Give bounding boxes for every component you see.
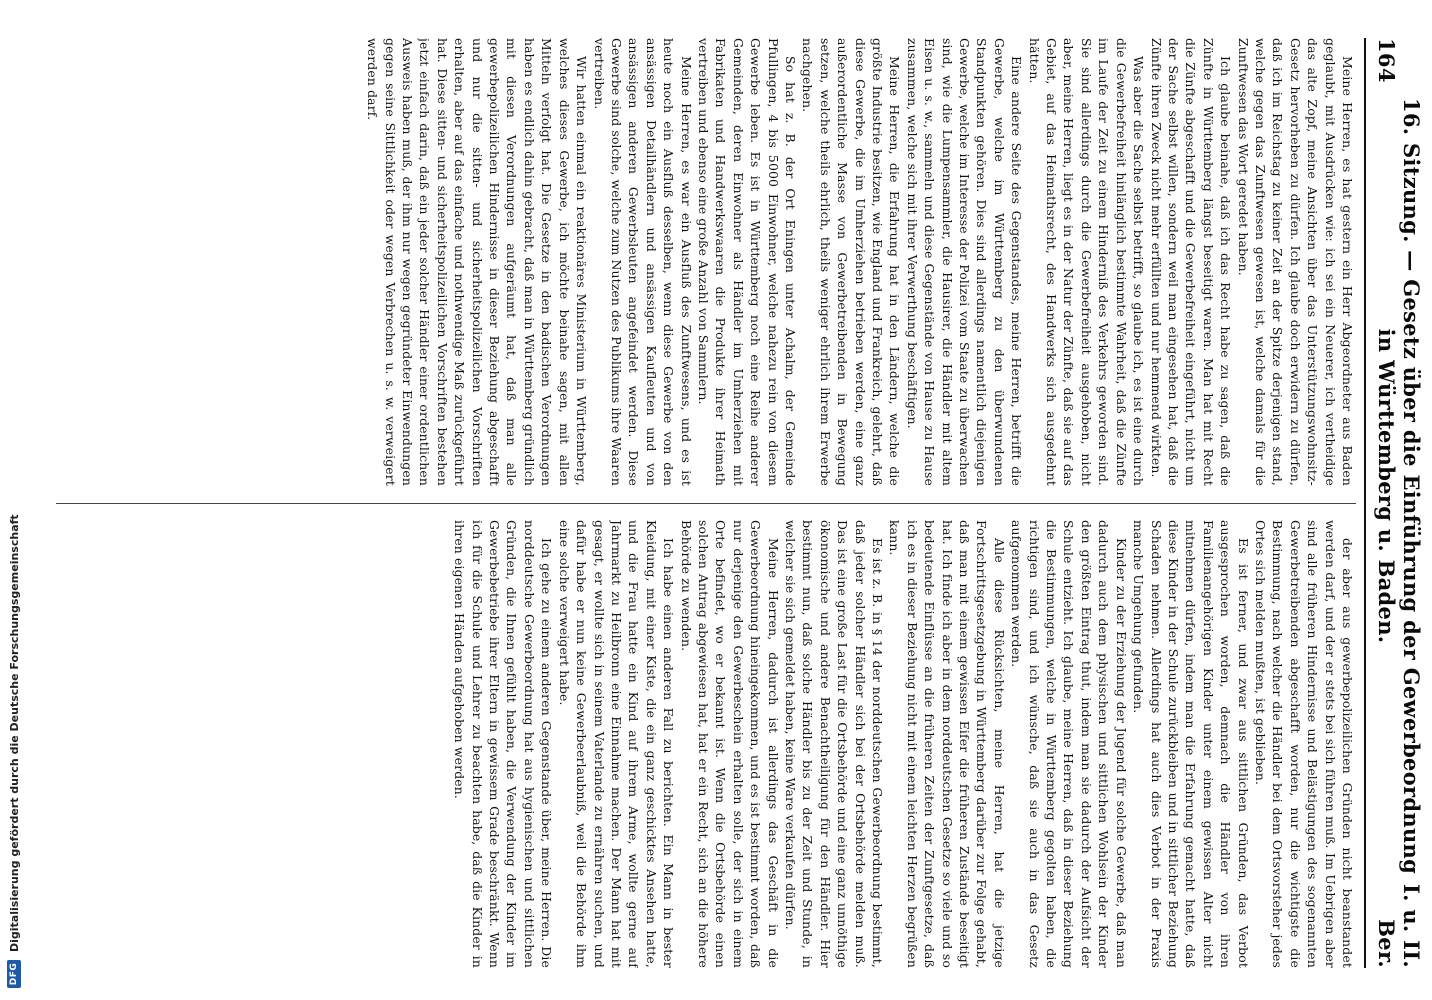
paragraph: Ich glaube beinahe, daß ich das Recht habe zu sagen, daß die Zünfte in Württemberg längst beseitigt waren. Man hat mit Recht die Zünfte abgeschafft und die Gewerbefreiheit eingeführt, nicht um der Sache selbst willen, sondern weil man eingesehen hat, daß die Zünfte ihren Zweck nicht mehr erfüllten und nur hemmend wirkten.	[1148, 38, 1234, 486]
footer-text: Digitalisierung gefördert durch die Deutsche Forschungsgemeinschaft	[7, 514, 21, 952]
paragraph: So hat z. B. der Ort Eningen unter Achalm, der Gemeinde Pfullingen, 4 bis 5000 Einwohner, welche nahezu rein von diesem Gewerbe leben. Es ist in Württemberg noch eine Reihe anderer Gemeinden, deren Einwohner als Händler im Umherziehen mit Fabrikaten und Handwerkswaaren die Produkte ihrer Heimath vertreiben und ebenso eine große Anzahl von Sammlern.	[695, 38, 798, 486]
report-pages: I. u. II. Ber.	[1374, 884, 1424, 968]
paragraph: Es ist z. B. in § 14 der norddeutschen Gewerbeordnung bestimmt, daß jeder solcher Händler sich bei der Ortsbehörde melden muß. Das ist eine große Last für die Ortsbehörde und eine ganz unnöthige ökonomische und andere Benachtheiligung für den Händler. Hier bestimmt nun, daß solche Händler bis zu der Zeit und Stunde, in welcher sie sich gemeldet haben, keine Ware verkaufen dürfen.	[783, 520, 886, 968]
dfg-logo-icon: DFG	[7, 960, 21, 988]
paragraph: Ich gehe zu einem anderen Gegenstande über, meine Herren. Die norddeutsche Gewerbeordnung hat aus hygienischen und sittlichen Gründen, die Ihnen gefühlt haben, die Verwendung der Kinder im Gewerbebetriebe ihrer Eltern in gewissem Grade beschränkt. Wenn ich für die Schule und Lehrer zu beachten habe, daß die Kinder in ihren eigenen Händen aufgehoben werden.	[452, 520, 555, 968]
digitization-footer	[4, 0, 24, 1000]
running-title: 16. Sitzung. — Gesetz über die Einführung der Gewerbeordnung in Württemberg u. Baden.	[1374, 97, 1424, 875]
paragraph: Kinder zu der Erziehung der Jugend für solche Gewerbe, daß man dadurch auch dem physischen und sittlichen Wohlsein der Kinder den größten Eintrag thut, indem man sie dadurch der Aufsicht der Schule entzieht. Ich glaube, meine Herren, daß in dieser Beziehung die Bestimmungen, welche in Württemberg gegolten haben, die richtigen sind, und ich wünsche, daß sie auch in das Gesetz aufgenommen werden.	[1009, 520, 1129, 968]
paragraph: Alle diese Rücksichten, meine Herren, hat die jetzige Fortschrittsgesetzgebung in Württemberg darüber zur Folge gehabt, daß man mit einem gewissen Eifer die früheren Zustände beseitigt hat. Ich finde ich aber in dem norddeutschen Gesetze so viele und so bedeutende Einflüsse an die früheren Zeiten der Zunftgesetze, daß ich es in dieser Beziehung nicht mit einem leichten Herzen begrüßen kann.	[887, 520, 1007, 968]
paragraph: Es ist ferner, und zwar aus sittlichen Gründen, das Verbot ausgesprochen worden, demnach die Händler von ihren Familienangehörigen Kinder unter einem gewissen Alter nicht mitnehmen dürfen, indem man die Erfahrung gemacht hatte, daß diese Kinder in der Schule zurückbleiben und in sittlicher Beziehung Schaden nehmen. Allerdings hat auch dies Verbot in der Praxis manche Umgehung gefunden.	[1131, 520, 1251, 968]
page-header	[1374, 38, 1424, 968]
paragraph: Eine andere Seite des Gegenstandes, meine Herren, betrifft die Gewerbe, welche im Württemberg zu den überwundenen Standpunkten gehören. Dies sind allerdings namentlich diejenigen Gewerbe, welche im Interesse der Polizei vom Staate zu überwachen sind, wie die Lumpensammler, die Hausirer, die Händler mit altem Eisen u. s. w., sammeln und diese Gegenstände von Hause zu Hause zusammen, welche sich mit ihrer Verwerthung beschäftigen.	[904, 38, 1025, 486]
paragraph: Meine Herren, es hat gestern ein Herr Abgeordneter aus Baden geglaubt, mit Ausdrücken wie: ich sei ein Neuerer, ich vertheidige das alte Zopf, meine Ansichten über das Unterstützungswohnsitz-Gesetz hervorheben zu dürfen. Ich glaube doch erwidern zu dürfen, daß ich im Reichstag zu keiner Zeit an der Spitze derjenigen stand, welche gegen das Zunftwesen gewesen ist, welche damals für die Zunftwesen das Wort geredet haben.	[1235, 38, 1355, 486]
paragraph: Meine Herren, es war ein Ausfluß des Zunftwesens, und es ist heute noch ein Ausfluß desselben, wenn diese Gewerbe von den ansässigen Detailhändlern und ansässigen Kaufleuten und von ansässigen anderen Gewerbsleuten angefeindet werden. Diese Gewerbe sind solche, welche zum Nutzen des Publikums ihre Waaren vertreiben.	[591, 38, 694, 486]
left-column	[56, 38, 1356, 486]
paragraph: Meine Herren, dadurch ist allerdings das Geschäft in die Gewerbeordnung hineingekommen, und es ist bestimmt worden, daß nur derjenige den Gewerbeschein erhalten solle, der sich in einem Orte befindet, wo er bekannt ist. Wenn die Ortsbehörde einen solchen Antrag abgewiesen hat, hat er ein Recht, sich an die höhere Behörde zu wenden.	[678, 520, 781, 968]
column-divider	[56, 503, 1356, 504]
paragraph: Wir hatten einmal ein reaktionäres Ministerium in Württemberg, welches dieses Gewerbe, ich möchte beinahe sagen, mit allen Mitteln verfolgt hat. Die Gesetze in den badischen Verordnungen haben es endlich dahin gebracht, daß man in Württemberg gründlich mit diesen Verordnungen aufgeräumt hat, daß man alle gewerbepolizeilichen Hindernisse in dieser Beziehung abgeschafft und nur die sitten- und sicherheitspolizeilichen Vorschriften erhalten, aber auf das einfache und nothwendige Maß zurückgeführt hat. Diese sitten- und sicherheitspolizeilichen Vorschriften bestehen jetzt einfach darin, daß ein jeder solcher Händler einer ordentlichen Ausweis haben muß, der ihm nur wegen gegründeter Einwendungen gegen seine Sittlichkeit oder wegen Verbrechen u. s. w. verweigert werden darf.	[365, 38, 590, 486]
right-column	[56, 520, 1356, 968]
header-rule	[1364, 38, 1366, 968]
paragraph: Ich habe einen anderen Fall zu berichten. Ein Mann in bester Kleidung, mit einer Kiste, die ein ganz geschicktes Ansehen hatte, und die Frau hatte ein Kind auf ihrem Arme, wollte gerne auf Jahrmarkt zu Heilbronn eine Einnahme machen. Der Mann hat mit gesagt, er wollte sich in seinem Vaterlande zu ernähren suchen, und dafür habe er nun keine Gewerbeerlaubniß, weil die Behörde ihm eine solche verweigert habe.	[556, 520, 677, 968]
paragraph: der aber aus gewerbepolizeilichen Gründen nicht beanstandet werden darf, und der er stets bei sich führen muß. Im Uebrigen aber sind alle früheren Hindernisse und Belästigungen des sogenannten Gewerbetreibenden abgeschafft worden, nur die wichtigste die Bestimmung, nach welcher die Händler bei dem Ortsvorsteher jedes Ortes sich melden mußten, ist geblieben.	[1252, 520, 1355, 968]
paragraph: Meine Herren, die Erfahrung hat in den Ländern, welche die größte Industrie besitzen, wie England und Frankreich, gelehrt, daß diese Gewerbe, die im Umherziehen betrieben werden, eine ganz außerordentliche Masse von Gewerbetreibenden in Bewegung setzen, welche theils ehrlich, theils weniger ehrlich ihrem Erwerbe nachgehen.	[800, 38, 903, 486]
paragraph: Was aber die Sache selbst betrifft, so glaube ich, es ist eine durch die Gewerbefreiheit hinlänglich bestimmte Wahrheit, daß die Zünfte im Laufe der Zeit zu einem Hinderniß des Verkehrs geworden sind. Sie sind allerdings durch die Gewerbefreiheit ausgehoben, nicht aber, meine Herren, liegt es in der Natur der Zünfte, daß sie auf das Gebiet, auf das Heimathsrecht, des Handwerks sich ausgedehnt hätten.	[1026, 38, 1147, 486]
page-number: 164	[1374, 38, 1399, 83]
